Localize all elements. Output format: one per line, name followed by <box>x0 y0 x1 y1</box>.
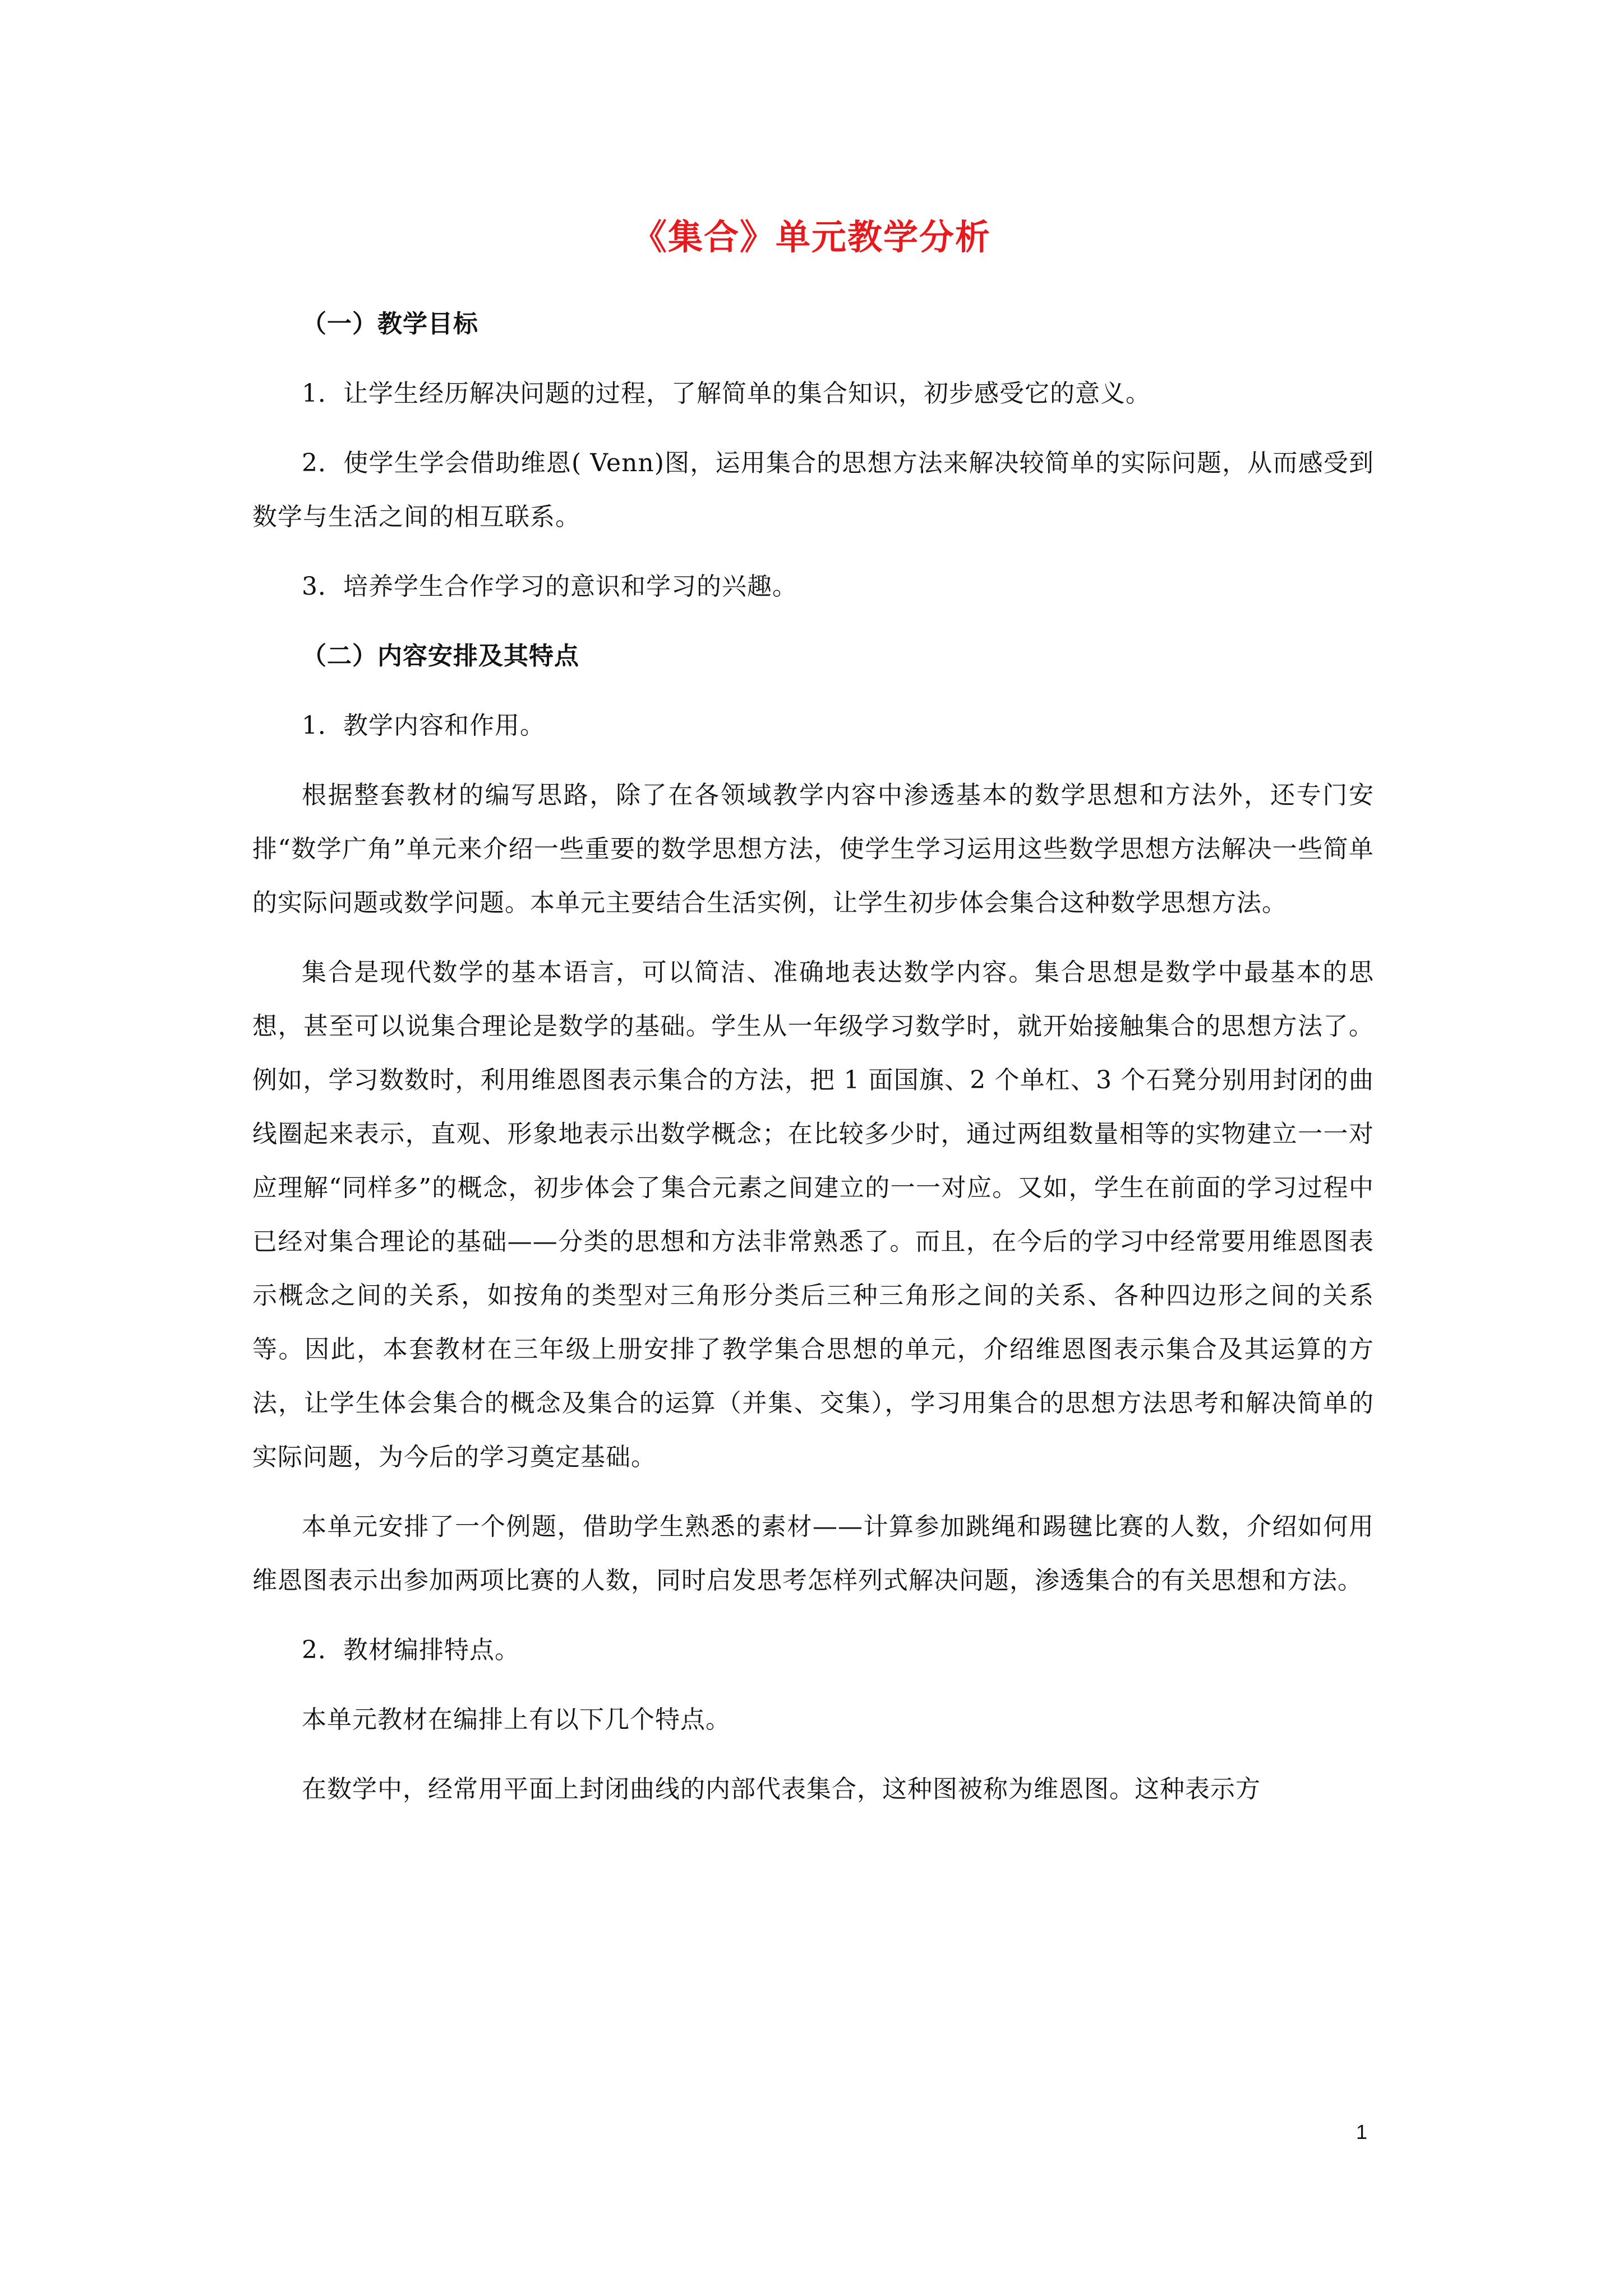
paragraph: 2．教材编排特点。 <box>302 1636 520 1664</box>
paragraph: 1．让学生经历解决问题的过程，了解简单的集合知识，初步感受它的意义。 <box>302 379 1151 408</box>
paragraph: 1．教学内容和作用。 <box>302 711 545 740</box>
paragraph: 本单元教材在编排上有以下几个特点。 <box>302 1705 731 1734</box>
paragraph: 本单元安排了一个例题，借助学生熟悉的素材——计算参加跳绳和踢毽比赛的人数，介绍如何用维恩图表示出参加两项比赛的人数，同时启发思考怎样列式解决问题，渗透集合的有关思想和方法。 <box>252 1512 1374 1595</box>
paragraph: 集合是现代数学的基本语言，可以简洁、准确地表达数学内容。集合思想是数学中最基本的思想，甚至可以说集合理论是数学的基础。学生从一年级学习数学时，就开始接触集合的思想方法了。例如，学习数数时，利用维恩图表示集合的方法，把 1 面国旗、2 个单杠、3 个石凳分别用封闭的曲线圈起来表示，直观、形象地表示出数学概念；在比较多少时，通过两组数量相等的实物建立一一对应理解“同样多”的概念，初步体会了集合元素之间建立的一一对应。又如，学生在前面的学习过程中已经对集合理论的基础——分类的思想和方法非常熟悉了。而且，在今后的学习中经常要用维恩图表示概念之间的关系，如按角的类型对三角形分类后三种三角形之间的关系、各种四边形之间的关系等。因此，本套教材在三年级上册安排了教学集合思想的单元，介绍维恩图表示集合及其运算的方法，让学生体会集合的概念及集合的运算（并集、交集），学习用集合的思想方法思考和解决简单的实际问题，为今后的学习奠定基础。 <box>252 958 1374 1471</box>
section-heading-content: （二）内容安排及其特点 <box>302 642 579 670</box>
document-body <box>252 297 1374 1832</box>
paragraph: 根据整套教材的编写思路，除了在各领域教学内容中渗透基本的数学思想和方法外，还专门安排“数学广角”单元来介绍一些重要的数学思想方法，使学生学习运用这些数学思想方法解决一些简单的实际问题或数学问题。本单元主要结合生活实例，让学生初步体会集合这种数学思想方法。 <box>252 781 1374 917</box>
paragraph: 在数学中，经常用平面上封闭曲线的内部代表集合，这种图被称为维恩图。这种表示方 <box>302 1775 1261 1803</box>
section-heading-objectives: （一）教学目标 <box>302 310 478 338</box>
page-number: 1 <box>1356 2120 1368 2143</box>
paragraph: 3．培养学生合作学习的意识和学习的兴趣。 <box>302 572 797 601</box>
document-title: 《集合》单元教学分析 <box>631 217 991 257</box>
paragraph: 2．使学生学会借助维恩( Venn)图，运用集合的思想方法来解决较简单的实际问题，从而感受到数学与生活之间的相互联系。 <box>252 449 1374 531</box>
